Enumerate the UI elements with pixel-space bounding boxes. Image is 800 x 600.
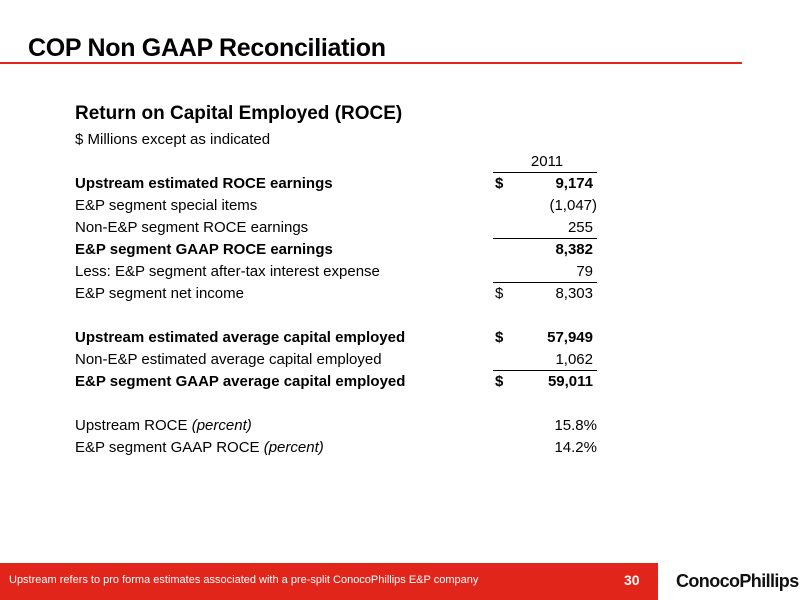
table-row [75, 239, 600, 261]
table-row [75, 261, 600, 283]
row-label: Non-E&P estimated average capital employed [75, 351, 382, 368]
row-value: 79 [576, 263, 593, 280]
column-header-year: 2011 [530, 153, 564, 170]
table-row [75, 437, 600, 459]
row-label: E&P segment GAAP ROCE earnings [75, 241, 333, 258]
currency-symbol: $ [495, 175, 504, 192]
row-spacer [75, 393, 600, 415]
row-value: 255 [567, 219, 593, 236]
row-label-text: Upstream ROCE [75, 417, 188, 434]
table-header-row [75, 151, 600, 173]
row-value: 9,174 [555, 175, 593, 192]
row-label [75, 437, 324, 459]
company-logo [658, 563, 800, 600]
row-value: (1,047) [549, 197, 597, 214]
table-row [75, 371, 600, 393]
table-row [75, 195, 600, 217]
row-label [75, 415, 252, 437]
row-value: 8,303 [555, 285, 593, 302]
row-label: Non-E&P segment ROCE earnings [75, 219, 309, 236]
table-row [75, 283, 600, 305]
row-value: 59,011 [547, 373, 593, 390]
row-label-text: E&P segment GAAP ROCE [75, 439, 260, 456]
row-label: E&P segment GAAP average capital employed [75, 373, 406, 390]
footer-bar [0, 563, 800, 600]
table-row [75, 173, 600, 195]
row-value: 15.8% [554, 417, 597, 434]
row-label: E&P segment special items [75, 197, 258, 214]
section-heading: Return on Capital Employed (ROCE) [75, 103, 403, 124]
slide-title: COP Non GAAP Reconciliation [28, 34, 386, 62]
row-value: 14.2% [554, 439, 597, 456]
row-value: 1,062 [555, 351, 593, 368]
table-row [75, 415, 600, 437]
currency-symbol: $ [495, 329, 504, 346]
currency-symbol: $ [495, 373, 504, 390]
units-note: $ Millions except as indicated [75, 131, 271, 148]
currency-symbol: $ [495, 285, 504, 302]
page-number: 30 [624, 572, 640, 588]
logo-wordmark: ConocoPhillips [676, 571, 799, 591]
table-row [75, 217, 600, 239]
title-divider [0, 62, 742, 64]
row-label: Upstream estimated average capital employed [75, 329, 406, 346]
row-value: 8,382 [555, 241, 593, 258]
table-row [75, 349, 600, 371]
footer-note: Upstream refers to pro forma estimates associated with a pre-split ConocoPhillips E&P company [9, 574, 479, 586]
row-label: E&P segment net income [75, 285, 244, 302]
row-label-unit: (percent) [263, 439, 324, 456]
roce-table [75, 151, 600, 459]
row-spacer [75, 305, 600, 327]
row-value: 57,949 [547, 329, 593, 346]
table-row [75, 327, 600, 349]
row-label-unit: (percent) [191, 417, 252, 434]
row-label: Less: E&P segment after-tax interest expense [75, 263, 380, 280]
row-label: Upstream estimated ROCE earnings [75, 175, 333, 192]
